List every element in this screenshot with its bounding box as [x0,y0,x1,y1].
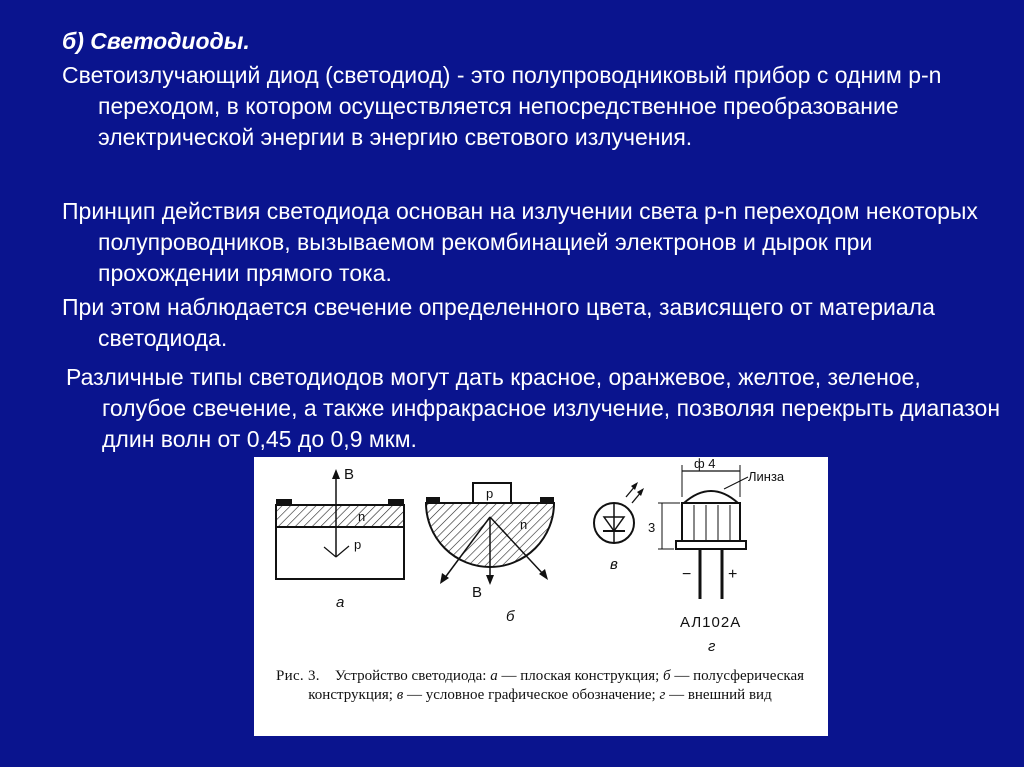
planar-p-label: p [354,537,362,552]
hemispherical-tag: б [506,608,515,625]
caption-b-desc: — полусферическая конструкция; [308,668,805,703]
external-view-tag: г [708,638,716,655]
caption-g-desc: — внешний вид [669,687,772,703]
caption-a-desc: — плоская конструкция; [501,668,660,684]
diameter-dimension: ф 4 [694,457,716,471]
caption-v-letter: в [396,687,404,703]
hemispherical-led-drawing [426,483,554,625]
led-symbol-drawing [594,482,644,573]
symbol-tag: в [610,556,618,573]
planar-tag: а [336,594,345,611]
caption-v-desc: — условное графическое обозначение; [406,687,656,703]
paragraph-led-types: Различные типы светодиодов могут дать красное, оранжевое, желтое, зеленое, голубое свечение, а также инфракрасное излучение, позволяя перекрыть диапазон длин волн от 0,45 до 0,9 мкм. [66,364,1001,452]
model-label: АЛ102А [680,614,742,631]
paragraph-definition: Светоизлучающий диод (светодиод) - это полупроводниковый прибор с одним p-n переходом, в котором осуществляется непосредственное преобразование электрической энергии в энергию светового излучения. [62,62,942,150]
led-external-view-drawing [648,457,785,655]
led-structure-figure [254,457,828,736]
height-dimension: 3 [648,520,656,535]
plus-lead-label: + [728,566,738,583]
planar-led-drawing [276,466,404,611]
figure-number: Рис. 3. [275,668,320,684]
paragraph-principle: Принцип действия светодиода основан на излучении света p-n переходом некоторых полупроводников, вызываемом рекомбинацией электронов и дырок при прохождении прямого тока. [62,198,978,286]
hemispherical-light-label: B [472,584,483,601]
paragraph-glow-color: При этом наблюдается свечение определенного цвета, зависящего от материала светодиода. [62,294,935,351]
caption-b-letter: б [663,668,671,684]
caption-a-letter: а [490,668,498,684]
hemispherical-n-label: n [520,517,528,532]
figure-caption [262,667,818,705]
planar-light-label: B [344,466,355,483]
caption-title: Устройство светодиода: [334,668,487,684]
slide-heading: б) Светодиоды. [62,28,250,54]
caption-g-letter: г [659,687,666,703]
planar-n-label: n [358,509,366,524]
minus-lead-label: − [682,566,692,583]
hemispherical-p-label: p [486,486,494,501]
lens-label: Линза [748,469,785,484]
